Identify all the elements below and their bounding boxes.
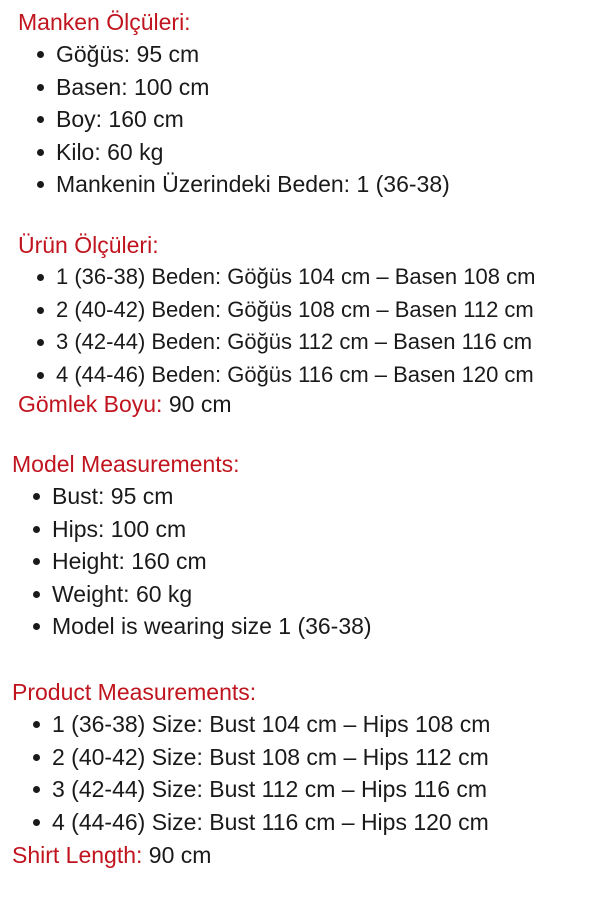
en-shirt-length-value: 90 cm — [142, 842, 212, 868]
tr-model-item-hips: Basen: 100 cm — [56, 71, 613, 104]
en-shirt-length — [12, 839, 613, 871]
tr-model-item-height: Boy: 160 cm — [56, 103, 613, 136]
tr-shirt-length — [18, 388, 613, 420]
en-model-section — [12, 448, 613, 643]
en-model-item-weight: Weight: 60 kg — [52, 578, 613, 611]
en-model-title: Model Measurements: — [12, 451, 240, 477]
tr-product-item-size-3: 3 (42-44) Beden: Göğüs 112 cm – Basen 116 cm — [56, 326, 613, 359]
en-product-item-size-2: 2 (40-42) Size: Bust 108 cm – Hips 112 cm — [52, 741, 613, 774]
tr-product-item-size-1: 1 (36-38) Beden: Göğüs 104 cm – Basen 108 cm — [56, 261, 613, 294]
tr-product-section — [18, 229, 613, 391]
tr-product-item-size-2: 2 (40-42) Beden: Göğüs 108 cm – Basen 112 cm — [56, 294, 613, 327]
tr-model-title: Manken Ölçüleri: — [18, 9, 191, 35]
tr-model-item-weight: Kilo: 60 kg — [56, 136, 613, 169]
en-model-item-bust: Bust: 95 cm — [52, 480, 613, 513]
tr-model-item-size: Mankenin Üzerindeki Beden: 1 (36-38) — [56, 168, 613, 201]
tr-product-title: Ürün Ölçüleri: — [18, 232, 159, 258]
tr-model-list — [56, 38, 613, 201]
tr-product-list — [56, 261, 613, 391]
tr-shirt-length-value: 90 cm — [162, 391, 232, 417]
en-product-list — [52, 708, 613, 838]
en-product-item-size-3: 3 (42-44) Size: Bust 112 cm – Hips 116 cm — [52, 773, 613, 806]
en-product-item-size-1: 1 (36-38) Size: Bust 104 cm – Hips 108 cm — [52, 708, 613, 741]
tr-product-item-size-4: 4 (44-46) Beden: Göğüs 116 cm – Basen 120 cm — [56, 359, 613, 392]
en-product-item-size-4: 4 (44-46) Size: Bust 116 cm – Hips 120 cm — [52, 806, 613, 839]
en-model-item-height: Height: 160 cm — [52, 545, 613, 578]
tr-model-item-bust: Göğüs: 95 cm — [56, 38, 613, 71]
en-shirt-length-label: Shirt Length: — [12, 842, 143, 868]
en-model-item-hips: Hips: 100 cm — [52, 513, 613, 546]
tr-shirt-length-label: Gömlek Boyu: — [18, 391, 163, 417]
en-model-item-size: Model is wearing size 1 (36-38) — [52, 610, 613, 643]
tr-model-section — [18, 6, 613, 201]
en-model-list — [52, 480, 613, 643]
en-product-section — [12, 676, 613, 838]
en-product-title: Product Measurements: — [12, 679, 257, 705]
